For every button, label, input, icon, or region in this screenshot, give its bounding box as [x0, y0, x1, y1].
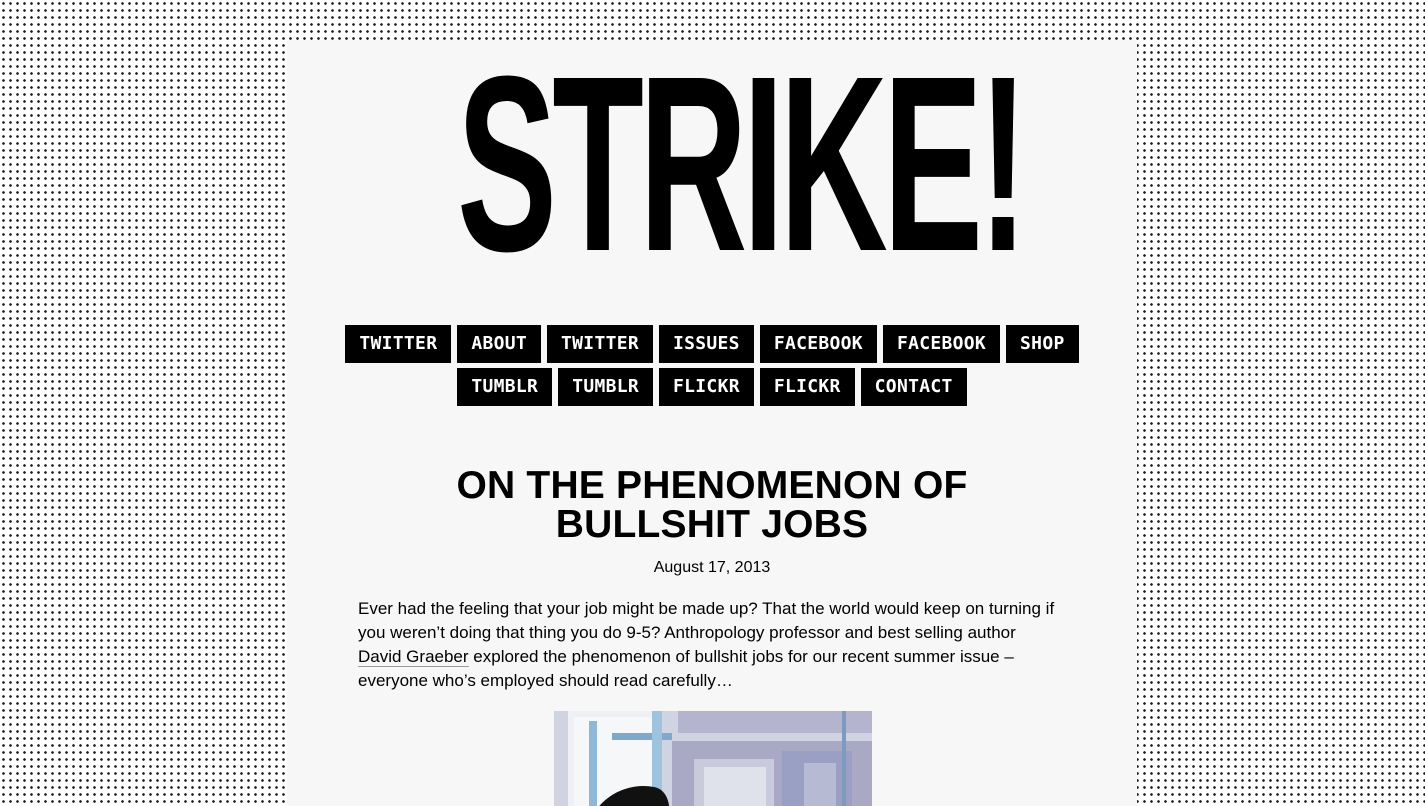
post-title[interactable]: ON THE PHENOMENON OF BULLSHIT JOBS — [456, 464, 968, 546]
nav-item-facebook-2[interactable]: FACEBOOK — [883, 325, 1000, 363]
post-feature-image[interactable] — [554, 711, 872, 806]
nav-item-flickr-2[interactable]: FLICKR — [760, 368, 855, 406]
nav-item-about[interactable]: ABOUT — [457, 325, 541, 363]
author-link[interactable]: David Graeber — [358, 647, 469, 666]
post-excerpt — [358, 597, 1058, 693]
excerpt-text-before: Ever had the feeling that your job might be made up? That the world would keep on turning if you weren’t doing that thing you do 9-5? Anthropology professor and best selling author — [358, 599, 1055, 642]
nav-item-shop[interactable]: SHOP — [1006, 325, 1079, 363]
main-nav — [327, 325, 1097, 406]
post-date: August 17, 2013 — [653, 559, 771, 576]
excerpt-text-after: explored the phenomenon of bullshit jobs for our recent summer issue – everyone who’s employed should read carefully… — [358, 647, 1014, 690]
illustration-graphic — [554, 711, 872, 806]
nav-item-twitter-2[interactable]: TWITTER — [547, 325, 653, 363]
nav-item-facebook[interactable]: FACEBOOK — [760, 325, 877, 363]
nav-item-tumblr-2[interactable]: TUMBLR — [558, 368, 653, 406]
nav-item-twitter[interactable]: TWITTER — [345, 325, 451, 363]
site-logo[interactable]: STRIKE! — [457, 24, 1024, 303]
nav-item-tumblr[interactable]: TUMBLR — [457, 368, 552, 406]
page-container — [287, 24, 1137, 806]
nav-item-issues[interactable]: ISSUES — [659, 325, 754, 363]
nav-item-flickr[interactable]: FLICKR — [659, 368, 754, 406]
nav-item-contact[interactable]: CONTACT — [861, 368, 967, 406]
